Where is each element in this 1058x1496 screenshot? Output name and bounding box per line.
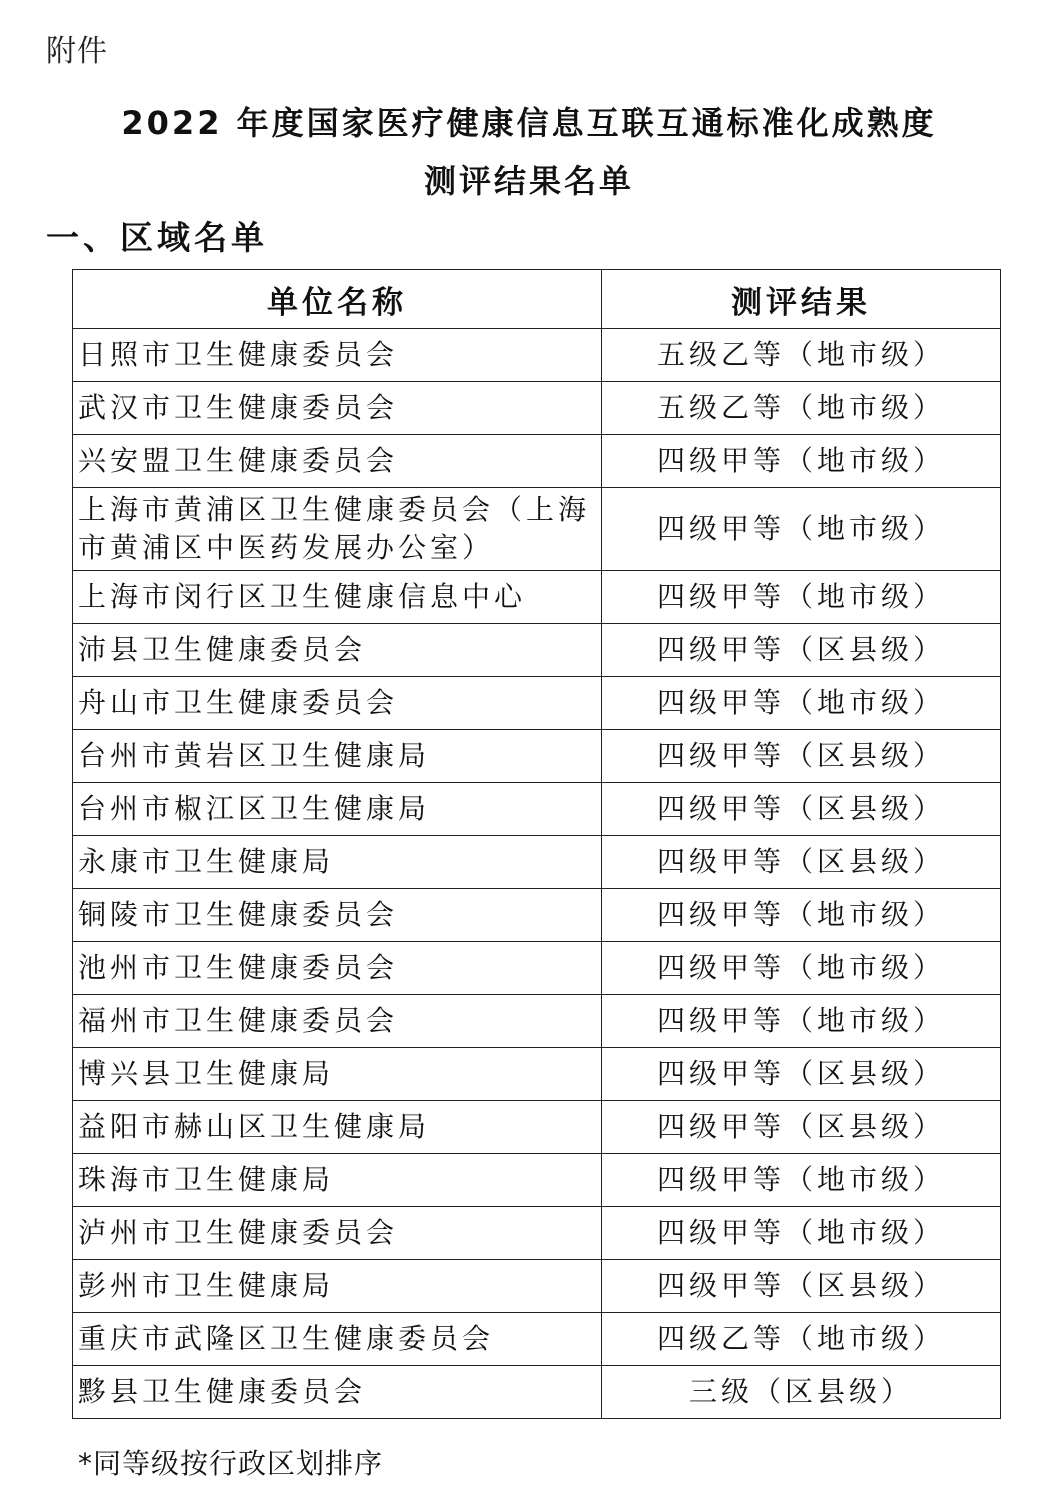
result-cell: 四级甲等（地市级） bbox=[602, 488, 1001, 571]
table-row bbox=[73, 995, 1001, 1048]
result-cell: 四级甲等（地市级） bbox=[602, 677, 1001, 730]
result-cell: 四级乙等（地市级） bbox=[602, 1313, 1001, 1366]
result-cell: 四级甲等（区县级） bbox=[602, 1260, 1001, 1313]
section-heading: 一、区域名单 bbox=[46, 218, 268, 257]
result-cell: 四级甲等（区县级） bbox=[602, 730, 1001, 783]
unit-name-cell: 永康市卫生健康局 bbox=[73, 836, 602, 889]
table-row bbox=[73, 435, 1001, 488]
table-row bbox=[73, 488, 1001, 571]
table-row bbox=[73, 1048, 1001, 1101]
result-cell: 四级甲等（区县级） bbox=[602, 624, 1001, 677]
table-row bbox=[73, 1154, 1001, 1207]
attachment-label: 附件 bbox=[46, 34, 108, 69]
result-cell: 五级乙等（地市级） bbox=[602, 382, 1001, 435]
result-cell: 四级甲等（地市级） bbox=[602, 1207, 1001, 1260]
table-row bbox=[73, 836, 1001, 889]
unit-name-cell: 上海市闵行区卫生健康信息中心 bbox=[73, 571, 602, 624]
result-cell: 四级甲等（地市级） bbox=[602, 889, 1001, 942]
unit-name-cell: 益阳市赫山区卫生健康局 bbox=[73, 1101, 602, 1154]
result-cell: 四级甲等（地市级） bbox=[602, 942, 1001, 995]
unit-name-cell: 黟县卫生健康委员会 bbox=[73, 1366, 602, 1419]
unit-name-cell: 博兴县卫生健康局 bbox=[73, 1048, 602, 1101]
unit-name-cell: 沛县卫生健康委员会 bbox=[73, 624, 602, 677]
footnote: *同等级按行政区划排序 bbox=[78, 1447, 384, 1480]
result-cell: 四级甲等（地市级） bbox=[602, 995, 1001, 1048]
table-row bbox=[73, 1207, 1001, 1260]
result-cell: 四级甲等（区县级） bbox=[602, 1048, 1001, 1101]
column-header-unit-name: 单位名称 bbox=[73, 270, 602, 329]
table-row bbox=[73, 942, 1001, 995]
unit-name-cell: 日照市卫生健康委员会 bbox=[73, 329, 602, 382]
table-row bbox=[73, 889, 1001, 942]
unit-name-cell: 台州市椒江区卫生健康局 bbox=[73, 783, 602, 836]
unit-name-cell: 泸州市卫生健康委员会 bbox=[73, 1207, 602, 1260]
unit-name-cell: 上海市黄浦区卫生健康委员会（上海市黄浦区中医药发展办公室） bbox=[73, 488, 602, 571]
unit-name-cell: 舟山市卫生健康委员会 bbox=[73, 677, 602, 730]
table-row bbox=[73, 730, 1001, 783]
result-cell: 四级甲等（区县级） bbox=[602, 1101, 1001, 1154]
column-header-result: 测评结果 bbox=[602, 270, 1001, 329]
result-cell: 五级乙等（地市级） bbox=[602, 329, 1001, 382]
table-row bbox=[73, 783, 1001, 836]
result-cell: 三级（区县级） bbox=[602, 1366, 1001, 1419]
unit-name-cell: 铜陵市卫生健康委员会 bbox=[73, 889, 602, 942]
table-row bbox=[73, 624, 1001, 677]
table-header-row bbox=[73, 270, 1001, 329]
table-row bbox=[73, 571, 1001, 624]
table-row bbox=[73, 329, 1001, 382]
results-table bbox=[72, 269, 1001, 1419]
result-cell: 四级甲等（区县级） bbox=[602, 783, 1001, 836]
result-cell: 四级甲等（地市级） bbox=[602, 1154, 1001, 1207]
table-row bbox=[73, 382, 1001, 435]
result-cell: 四级甲等（地市级） bbox=[602, 435, 1001, 488]
table-row bbox=[73, 1260, 1001, 1313]
result-cell: 四级甲等（地市级） bbox=[602, 571, 1001, 624]
table-row bbox=[73, 1366, 1001, 1419]
table-row bbox=[73, 1313, 1001, 1366]
unit-name-cell: 福州市卫生健康委员会 bbox=[73, 995, 602, 1048]
unit-name-cell: 池州市卫生健康委员会 bbox=[73, 942, 602, 995]
table-row bbox=[73, 1101, 1001, 1154]
unit-name-cell: 兴安盟卫生健康委员会 bbox=[73, 435, 602, 488]
result-cell: 四级甲等（区县级） bbox=[602, 836, 1001, 889]
unit-name-cell: 彭州市卫生健康局 bbox=[73, 1260, 602, 1313]
unit-name-cell: 台州市黄岩区卫生健康局 bbox=[73, 730, 602, 783]
table-row bbox=[73, 677, 1001, 730]
unit-name-cell: 重庆市武隆区卫生健康委员会 bbox=[73, 1313, 602, 1366]
unit-name-cell: 武汉市卫生健康委员会 bbox=[73, 382, 602, 435]
document-title-line-1: 2022 年度国家医疗健康信息互联互通标准化成熟度 bbox=[121, 104, 937, 142]
document-title-line-2: 测评结果名单 bbox=[423, 162, 634, 200]
unit-name-cell: 珠海市卫生健康局 bbox=[73, 1154, 602, 1207]
